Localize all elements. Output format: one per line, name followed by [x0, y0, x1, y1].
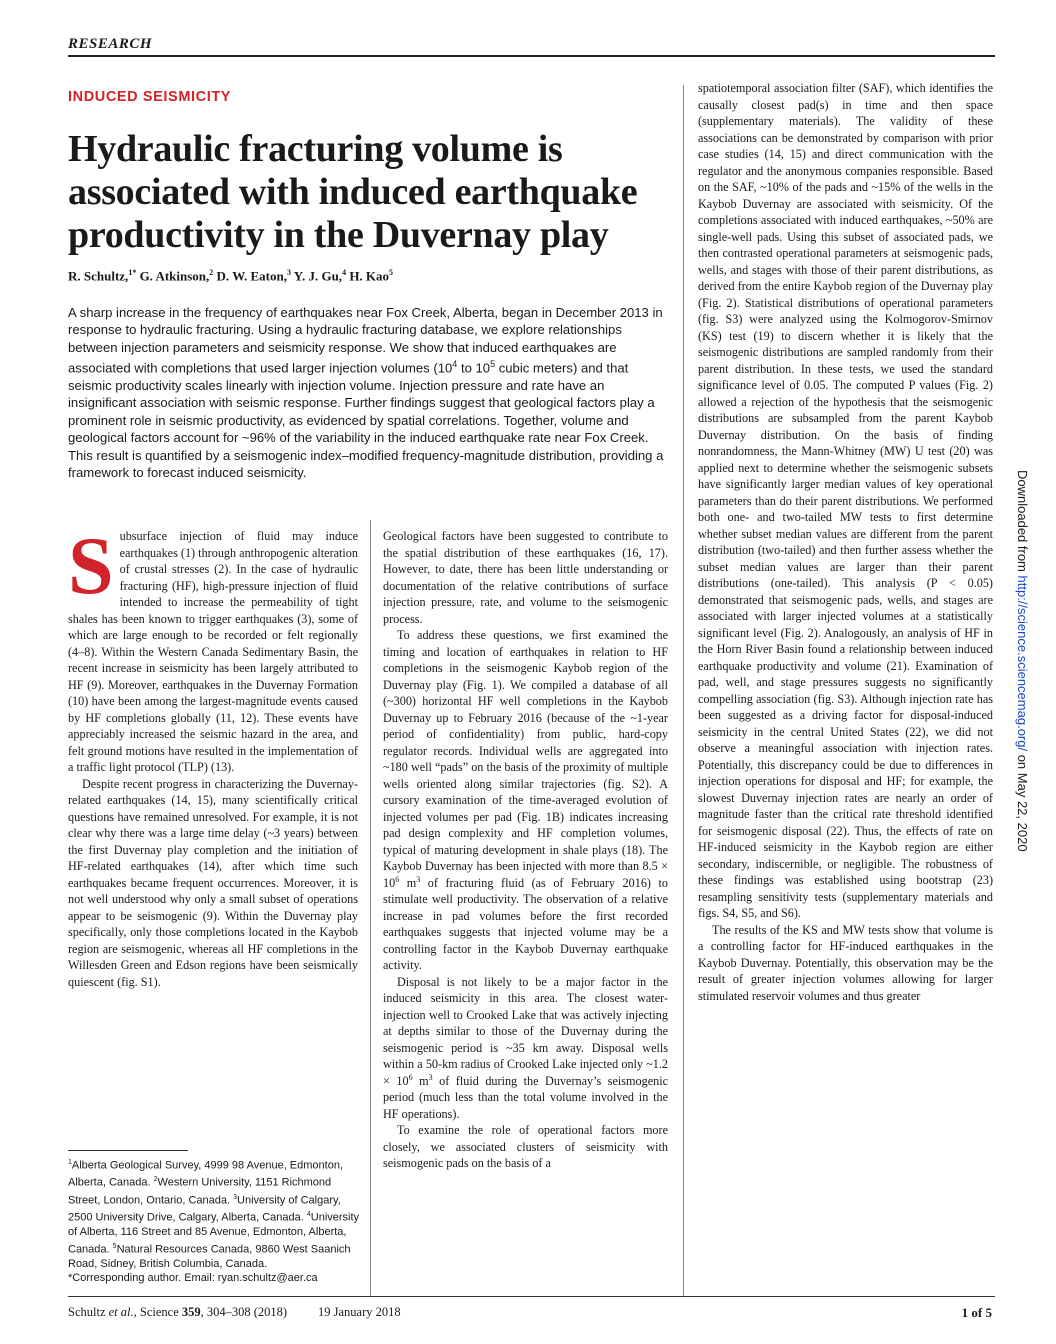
- column-divider: [370, 520, 371, 1296]
- paragraph: Despite recent progress in characterizing the Duvernay-related earthquakes (14, 15), many scientifically critical questions have remained unresolved. For example, it is not clear why there was a large time delay (~3 years) between the first Duvernay play completion and the initiation of HF-related earthquakes (14), after which time such earthquakes became frequent occurrences. Moreover, it is not well understood why only a small subset of operations appear to be seismogenic (9). Within the Duvernay play specifically, only those completions located in the Kaybob region are seismogenic, whereas all HF completions in the Willesden Green and Edson regions have been seismically quiescent (fig. S1).: [68, 776, 358, 989]
- footnote-rule: [68, 1150, 188, 1151]
- author: R. Schultz,: [68, 268, 129, 284]
- body-column-3: [698, 80, 993, 1004]
- column-divider: [683, 85, 684, 1296]
- author-affiliation-mark: 2: [209, 268, 214, 277]
- author-list: [68, 268, 393, 284]
- author: H. Kao: [346, 268, 390, 284]
- paragraph: ubsurface injection of fluid may induce earthquakes (1) through anthropogenic alteration of crustal stresses (2). In the case of hydraulic fracturing (HF), high-pressure injection of fluid intended to increase the permeability of tight shales has been known to trigger earthquakes (3), some of which are large enough to be recorded or felt regionally (4–8). Within the Western Canada Sedimentary Basin, the recent increase in seismicity has been largely attributed to HF (9). Moreover, earthquakes in the Duvernay Formation (10) have been among the largest-magnitude events caused by HF completions globally (11, 12). These events have appreciably increased the seismic hazard in the area, and felt ground motions have resulted in the implementation of a traffic light protocol (TLP) (13).: [68, 529, 358, 774]
- kicker: INDUCED SEISMICITY: [68, 89, 232, 105]
- article-title: Hydraulic fracturing volume is associated with induced earthquake productivity in the Duvernay play: [68, 128, 638, 256]
- corresponding-author: *Corresponding author. Email: ryan.schultz@aer.ca: [68, 1272, 318, 1285]
- header-rule: [68, 55, 995, 57]
- author-affiliation-mark: 1*: [128, 268, 137, 277]
- section-label: RESEARCH: [68, 36, 153, 52]
- paragraph: Geological factors have been suggested to contribute to the spatial distribution of these earthquakes (16, 17). However, to date, there has been little understanding or documentation of the relative contributions of surface injection pressure, rate, and volume to the seismogenic process.: [383, 529, 668, 626]
- footer-date: 19 January 2018: [318, 1305, 401, 1319]
- body-column-1: [68, 520, 358, 990]
- author-affiliation-mark: 3: [287, 268, 291, 277]
- author: G. Atkinson,: [136, 268, 210, 284]
- paragraph: To address these questions, we first examined the timing and location of earthquakes in relation to HF completions in the seismogenic Kaybob region of the Duvernay play (Fig. 1). We compiled a database of all (~300) horizontal HF well completions in the Kaybob Duvernay up to February 2016 (because of the ~1-year period of confidentiality) from public, hard-copy regulator records. Individual wells are aggregated into ~180 well “pads” on the basis of the proximity of multiple wells oriented along similar trajectories (fig. S2). A cursory examination of the time-averaged evolution of injected volumes per pad (Fig. 1B) indicates increasing pad design complexity and HF completion volumes, typical of maturing development in shale plays (18). The Kaybob Duvernay has been injected with more than $8.5 \times 10^6$ $m^3$ of fracturing fluid (as of February 2016) to stimulate well productivity. The observation of a relative increase in pad volumes before the first recorded earthquakes suggests that injected volume may be a controlling factor in the Kaybob Duvernay earthquake activity.: [383, 628, 669, 972]
- body-column-2: [383, 528, 668, 1172]
- download-notice: Downloaded from http://science.sciencemag.org/ on May 22, 2020: [1015, 470, 1030, 852]
- author: Y. J. Gu,: [291, 268, 343, 284]
- author-affiliation-mark: 4: [342, 268, 347, 277]
- page-number: 1 of 5: [961, 1305, 992, 1320]
- drop-cap: S: [68, 520, 114, 611]
- author-affiliation-mark: 5: [389, 268, 394, 277]
- paragraph: To examine the role of operational factors more closely, we associated clusters of seismicity with seismogenic pads on the basis of a: [383, 1123, 668, 1170]
- paragraph: Disposal is not likely to be a major factor in the induced seismicity in this area. The closest water-injection well to Crooked Lake that was actively injecting at depths similar to those of the Duvernay during the seismogenic period is ~35 km away. Disposal wells within a 50-km radius of Crooked Lake injected only ~1.2 × $10^6$ $m^3$ of fluid during the Duvernay’s seismogenic period (much less than the total volume involved in the HF operations).: [383, 974, 669, 1121]
- paragraph: spatiotemporal association filter (SAF), which identifies the causally closest pad(s) in time and then space (supplementary materials). The validity of these associations can be demonstrated by comparison with prior case studies (14, 15) and direct communication with the regulator and the anonymous companies responsible. Based on the SAF, ~10% of the pads and ~15% of the wells in the Kaybob Duvernay are associated with seismicity. Of the completions associated with induced earthquakes, ~50% are single-well pads. Using this subset of associated pads, we then contrasted operational parameters at seismogenic pads, wells, and stages with those of their parent distributions, as derived from the entire Kaybob region of the Duvernay play (Fig. 2). Statistical distributions of operational parameters (fig. S3) were analyzed using the Kolmogorov-Smirnov (KS) test (19) to discern whether it is likely that the seismogenic distributions are sampled randomly from their parent distribution. In these tests, we used the standard significance level of 0.05. The computed P values (Fig. 2) allowed a rejection of the hypothesis that the seismogenic distributions are subsampled from the parent Kaybob Duvernay distribution. On the basis of finding nonrandomness, the Mann-Whitney (MW) U test (20) was applied next to determine whether the seismogenic subsets have significantly larger median values of key operational parameters than do their parent distributions. We performed both one- and two-tailed MW tests to first determine whether subset median values are different from the parent distribution (two-tailed) and then further assess whether the subset median values are larger than their parent distributions (one-tailed). This analysis (P < 0.05) demonstrated that seismogenic pads, wells, and stages are associated with larger injected volumes at a statistically significant level (Fig. 2). Analogously, an analysis of HF in the Horn River Basin found a relationship between induced earthquake productivity and volume (21). Examination of pad, well, and stage pressures suggests no significantly compelling association (fig. S3). Although injection rate has been suggested as a driving factor for disposal-induced seismicity in the central United States (22), we did not observe a meaningful association with injection rates. Potentially, this discrepancy could be due to differences in injection operations for disposal and HF; for example, the slowest Duvernay injection rates are nearly an order of magnitude faster than the critical rate threshold identified for seismogenic disposal (22). Thus, the effects of rate on HF-induced seismicity in the Kaybob region are either secondary, indiscernible, or negligible. The robustness of these findings was established using bootstrap (23) resampling sensitivity tests (supplementary materials and figs. S4, S5, and S6).: [698, 81, 993, 920]
- download-link[interactable]: http://science.sciencemag.org/: [1015, 575, 1030, 752]
- abstract: A sharp increase in the frequency of earthquakes near Fox Creek, Alberta, began in December 2013 in response to hydraulic fracturing. Using a hydraulic fracturing database, we explore relationships between injection parameters and seismicity response. We show that induced earthquakes are associated with completions that used larger injection volumes ($10^4$ to $10^5$ cubic meters) and that seismic productivity scales linearly with injection volume. Injection pressure and rate have an insignificant association with seismic response. Further findings suggest that geological factors play a prominent role in seismic productivity, as evidenced by spatial correlations. Together, volume and geological factors account for ~96% of the variability in the induced earthquake rate near Fox Creek. This result is quantified by a seismogenic index–modified frequency-magnitude distribution, providing a framework to forecast induced seismicity.: [68, 305, 664, 481]
- footer-citation: Schultz et al., Science 359, 304–308 (2018): [68, 1305, 288, 1319]
- author: D. W. Eaton,: [213, 268, 287, 284]
- paragraph: The results of the KS and MW tests show that volume is a controlling factor for HF-induced earthquakes in the Kaybob Duvernay. Potentially, this observation may be the result of greater injection volumes allowing for larger stimulated reservoir volumes and thus greater: [698, 922, 993, 1003]
- footer-rule: [68, 1296, 995, 1297]
- affiliations-footnote: $^1$Alberta Geological Survey, 4999 98 Avenue, Edmonton, Alberta, Canada. $^2$Western University, 1151 Richmond Street, London, Ontario, Canada. $^3$University of Calgary, 2500 University Drive, Calgary, Alberta, Canada. $^4$University of Alberta, 116 Street and 85 Avenue, Edmonton, Alberta, Canada. $^5$Natural Resources Canada, 9860 West Saanich Road, Sidney, British Columbia, Canada. *Corresponding author. Email: ryan.schultz@aer.ca: [68, 1159, 360, 1285]
